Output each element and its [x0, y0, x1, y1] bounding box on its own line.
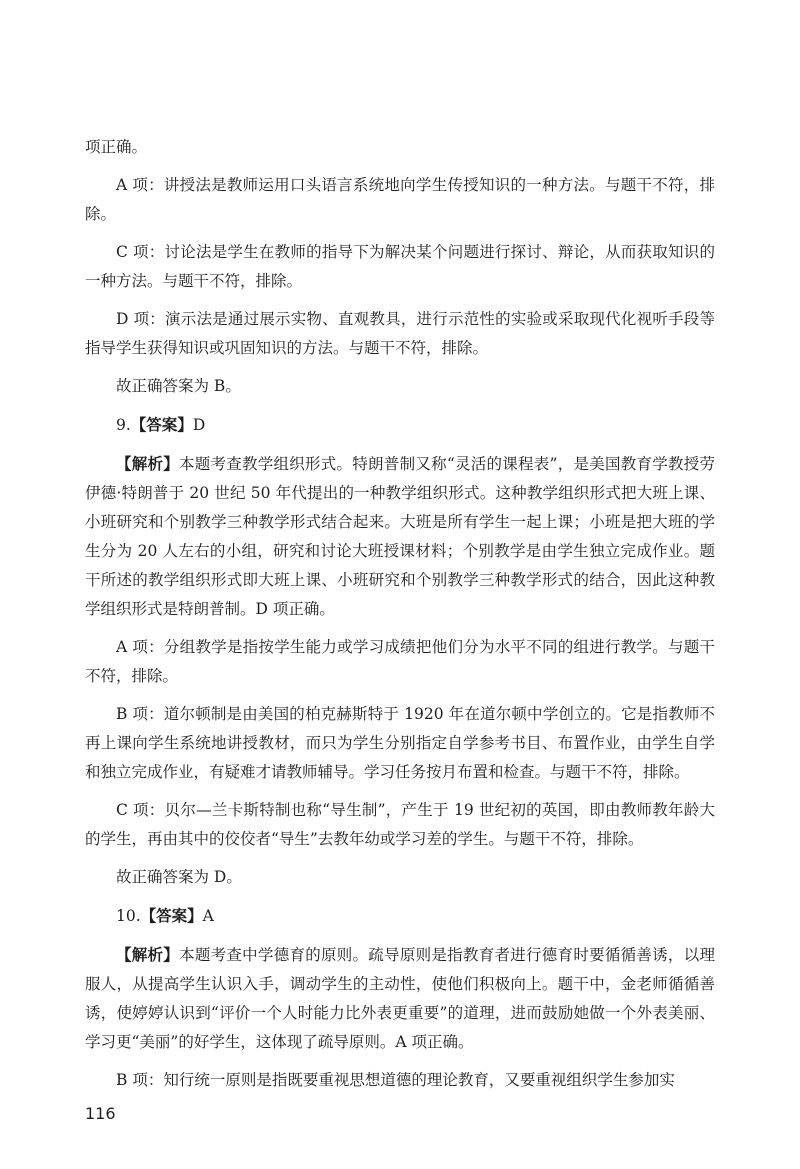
conclusion: 故正确答案为 B。: [116, 377, 241, 395]
paragraph: C 项：讨论法是学生在教师的指导下为解决某个问题进行探讨、辩论，从而获取知识的一种方法。与题干不符，排除。: [85, 243, 715, 290]
paragraph: D 项：演示法是通过展示实物、直观教具，进行示范性的实验或采取现代化视听手段等指导学生获得知识或巩固知识的方法。与题干不符，排除。: [85, 310, 715, 357]
answer-label: 【答案】: [140, 906, 203, 925]
page-number: 116: [85, 1104, 116, 1123]
answer-heading-10: [85, 901, 715, 931]
analysis-label: 【解析】: [116, 454, 180, 473]
answer-explanation-body: [85, 133, 715, 1104]
analysis-paragraph: 【解析】本题考查教学组织形式。特朗普制又称“灵活的课程表”，是美国教育学教授劳伊德·特朗普于 20 世纪 50 年代提出的一种教学组织形式。这种教学组织形式把大班上课、小班研究和个别教学三种教学形式结合起来。大班是所有学生一起上课；小班是把大班的学生分为 20 人左右的小组，研究和讨论大班授课材料；个别教学是由学生独立完成作业。题干所述的教学组织形式即大班上课、小班研究和个别教学三种教学形式的结合，因此这种教学组织形式是特朗普制。D 项正确。: [85, 454, 715, 618]
answer-value: A: [202, 907, 214, 925]
question-number: 9.: [116, 416, 131, 434]
paragraph: B 项：知行统一原则是指既要重视思想道德的理论教育，又要重视组织学生参加实: [116, 1071, 675, 1089]
answer-heading-9: [85, 410, 715, 440]
conclusion: 故正确答案为 D。: [116, 868, 242, 886]
paragraph: A 项：分组教学是指按学生能力或学习成绩把他们分为水平不同的组进行教学。与题干不符，排除。: [85, 638, 715, 685]
paragraph: 项正确。: [85, 138, 148, 156]
answer-value: D: [192, 416, 206, 434]
answer-label: 【答案】: [130, 415, 193, 434]
question-number: 10.: [116, 907, 141, 925]
paragraph: C 项：贝尔—兰卡斯特制也称“导生制”，产生于 19 世纪初的英国，即由教师教年龄大的学生，再由其中的佼佼者“导生”去教年幼或学习差的学生。与题干不符，排除。: [85, 801, 715, 848]
paragraph: B 项：道尔顿制是由美国的柏克赫斯特于 1920 年在道尔顿中学创立的。它是指教师不再上课向学生系统地讲授教材，而只为学生分别指定自学参考书目、布置作业，由学生自学和独立完成作业，有疑难才请教师辅导。学习任务按月布置和检查。与题干不符，排除。: [85, 705, 715, 781]
analysis-label: 【解析】: [116, 945, 180, 964]
paragraph: A 项：讲授法是教师运用口头语言系统地向学生传授知识的一种方法。与题干不符，排除。: [85, 176, 715, 223]
analysis-paragraph: 【解析】本题考查中学德育的原则。疏导原则是指教育者进行德育时要循循善诱，以理服人，从提高学生认识入手，调动学生的主动性，使他们积极向上。题干中，金老师循循善诱，使婷婷认识到“评价一个人时能力比外表更重要”的道理，进而鼓励她做一个外表美丽、学习更“美丽”的好学生，这体现了疏导原则。A 项正确。: [85, 945, 715, 1051]
